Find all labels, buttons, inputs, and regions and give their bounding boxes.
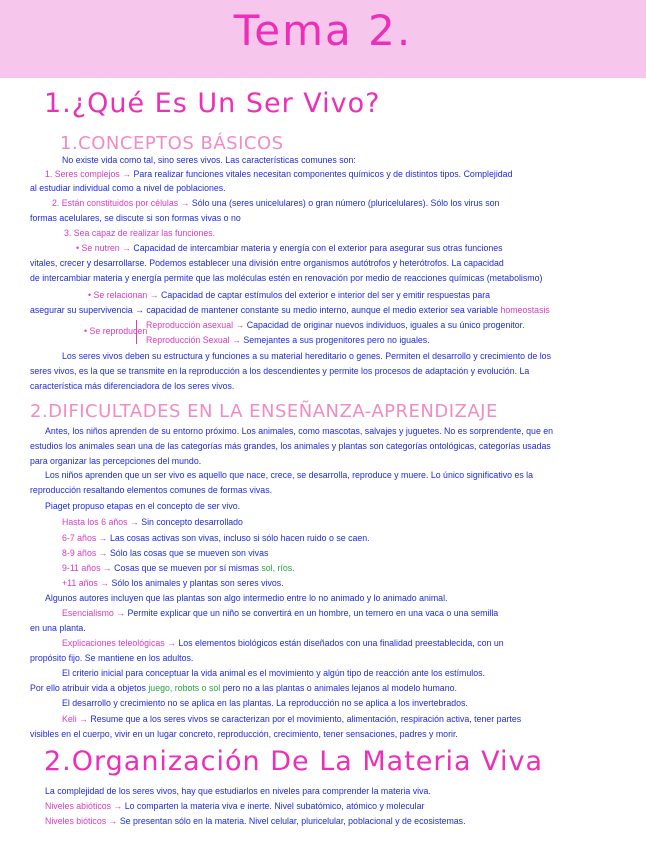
- stage-label: Hasta los 6 años →: [62, 517, 139, 527]
- subheading-dificultades: 2.DIFICULTADES EN LA ENSEÑANZA-APRENDIZAJE: [30, 401, 498, 422]
- text-span: asegurar su supervivencia → capacidad de mantener constante su medio interno, aunque el medio exterior sea variable: [30, 305, 498, 315]
- text-line: estudios los animales sean una de las categorías más grandes, los animales y plantas son categorías ontológicas, categorías usadas: [30, 441, 551, 451]
- text-line: en una planta.: [30, 623, 86, 633]
- item-se-nutren: [76, 244, 503, 253]
- text-line: El desarrollo y crecimiento no se aplica en las plantas. La reproducción no se aplica a los invertebrados.: [62, 698, 468, 708]
- niveles-bioticos-row: [45, 817, 466, 826]
- intro-text: No existe vida como tal, sino seres vivos. Las características comunes son:: [62, 155, 356, 165]
- text-line: Antes, los niños aprenden de su entorno próximo. Los animales, como mascotas, salvajes y juguetes. No es sorprendente, que en: [45, 426, 554, 436]
- text-line: [30, 684, 457, 693]
- text-line: Los seres vivos deben su estructura y funciones a su material hereditario o genes. Permiten el desarrollo y crecimiento de los: [62, 351, 551, 361]
- text-line: seres vivos, es la que se transmite en la reproducción a los descendientes y permite los procesos de adaptación y evolución. La: [30, 366, 530, 376]
- text-span: pero no a las plantas o animales lejanos al modelo humano.: [222, 683, 457, 693]
- stage-extra: sol, ríos.: [261, 563, 295, 573]
- item-label: Reproducción asexual →: [146, 320, 245, 330]
- text-line: [30, 306, 550, 315]
- text-line: formas acelulares, se discute si son formas vivas o no: [30, 213, 241, 223]
- text-line: La complejidad de los seres vivos, hay que estudiarlos en niveles para comprender la materia viva.: [45, 786, 431, 796]
- text-line: Piaget propuso etapas en el concepto de ser vivo.: [45, 501, 241, 511]
- item-text: Para realizar funciones vitales necesitan componentes químicos y de distintos tipos. Complejidad: [133, 169, 513, 179]
- stage-label: +11 años →: [62, 578, 110, 588]
- text-line: de intercambiar materia y energía permite que las moléculas estén en renovación por medio de reacciones químicas (metabolismo): [30, 273, 543, 283]
- stage-row: [62, 579, 284, 588]
- stage-text: Sólo las cosas que se mueven son vivas: [109, 548, 269, 558]
- stage-label: 6-7 años →: [62, 533, 108, 543]
- reproduccion-asexual: [146, 321, 525, 330]
- item-label: 1. Seres complejos →: [45, 169, 132, 179]
- text-line: El criterio inicial para conceptuar la vida animal es el movimiento y algún tipo de reacción ante los estímulos.: [62, 668, 485, 678]
- stage-row: [62, 549, 268, 558]
- term-text: Los elementos biológicos están diseñados con una finalidad preestablecida, con un: [178, 638, 504, 648]
- teleologicas-row: [62, 639, 504, 648]
- esencialismo-row: [62, 609, 498, 618]
- text-line: Algunos autores incluyen que las plantas son algo intermedio entre lo no animado y lo animado animal.: [45, 593, 448, 603]
- text-line: propósito fijo. Se mantiene en los adultos.: [30, 653, 194, 663]
- niveles-abioticos-row: [45, 802, 424, 811]
- term-label: Niveles bióticos →: [45, 816, 118, 826]
- item-label: • Se relacionan →: [88, 290, 159, 300]
- section-heading-organizacion: 2.Organización De La Materia Viva: [44, 746, 544, 777]
- item-seres-complejos: [45, 170, 512, 179]
- item-label: • Se nutren →: [76, 243, 131, 253]
- term-label: Esencialismo →: [62, 608, 126, 618]
- stage-text: Sólo los animales y plantas son seres vivos.: [111, 578, 284, 588]
- term-text: Permite explicar que un niño se convertirá en un hombre, un ternero en una vaca o una semilla: [127, 608, 499, 618]
- item-label: Reproducción Sexual →: [146, 335, 241, 345]
- stage-text: Las cosas activas son vivas, incluso si sólo hacen ruido o se caen.: [109, 533, 370, 543]
- item-text: Capacidad de intercambiar materia y energía con el exterior para asegurar sus otras funciones: [133, 243, 503, 253]
- stage-text: Cosas que se mueven por sí mismas: [114, 563, 259, 573]
- text-line: visibles en el cuerpo, vivir en un lugar concreto, reproducción, crecimiento, tener sensaciones, padres y morir.: [30, 729, 458, 739]
- stage-row: [62, 518, 243, 527]
- page-title: Tema 2.: [233, 6, 413, 55]
- text-line: reproducción resaltando elementos comunes de formas vivas.: [30, 485, 273, 495]
- text-line: Los niños aprenden que un ser vivo es aquello que nace, crece, se desarrolla, reproduce y muere. Lo único significativo es la: [45, 470, 534, 480]
- item-label: 2. Están constituidos por células →: [52, 198, 190, 208]
- item-se-reproducen: • Se reproducen: [84, 326, 148, 336]
- term-text: Lo comparten la materia viva e inerte. Nivel subatómico, atómico y molecular: [124, 801, 425, 811]
- highlight-examples: juego, robots o sol: [148, 683, 221, 693]
- item-celulas: [52, 199, 499, 208]
- stage-text: Sin concepto desarrollado: [141, 517, 243, 527]
- stage-label: 8-9 años →: [62, 548, 108, 558]
- item-text: Capacidad de originar nuevos individuos, iguales a su único progenitor.: [246, 320, 525, 330]
- text-line: para organizar las percepciones del mundo.: [30, 456, 202, 466]
- term-label: Niveles abióticos →: [45, 801, 123, 811]
- stage-row: [62, 534, 370, 543]
- stage-row: [62, 564, 295, 573]
- bracket: [136, 320, 142, 344]
- term-homeostasis: homeostasis: [500, 305, 550, 315]
- reproduccion-sexual: [146, 336, 430, 345]
- term-text: Se presentan sólo en la materia. Nivel celular, pluricelular, poblacional y de ecosistemas.: [119, 816, 466, 826]
- text-line: característica más diferenciadora de los seres vivos.: [30, 381, 235, 391]
- item-text: Capacidad de captar estímulos del exterior e interior del ser y emitir respuestas para: [161, 290, 491, 300]
- subheading-conceptos-basicos: 1.CONCEPTOS BÁSICOS: [60, 133, 284, 154]
- stage-label: 9-11 años →: [62, 563, 112, 573]
- term-text: Resume que a los seres vivos se caracterizan por el movimiento, alimentación, respiración activa, tener partes: [90, 714, 522, 724]
- keli-row: [62, 715, 521, 724]
- text-span: Por ello atribuir vida a objetos: [30, 683, 146, 693]
- item-se-relacionan: [88, 291, 490, 300]
- text-line: al estudiar individual como a nivel de poblaciones.: [30, 183, 226, 193]
- section-heading-que-es-ser-vivo: 1.¿Qué Es Un Ser Vivo?: [44, 88, 381, 119]
- text-line: vitales, crecer y desarrollarse. Podemos establecer una división entre organismos autótrofos y heterótrofos. La capacidad: [30, 258, 504, 268]
- item-funciones: 3. Sea capaz de realizar las funciones.: [64, 228, 216, 238]
- item-text: Semejantes a sus progenitores pero no iguales.: [243, 335, 430, 345]
- item-text: Sólo una (seres unicelulares) o gran número (pluricelulares). Sólo los virus son: [191, 198, 500, 208]
- term-label: Explicaciones teleológicas →: [62, 638, 176, 648]
- term-label: Keli →: [62, 714, 88, 724]
